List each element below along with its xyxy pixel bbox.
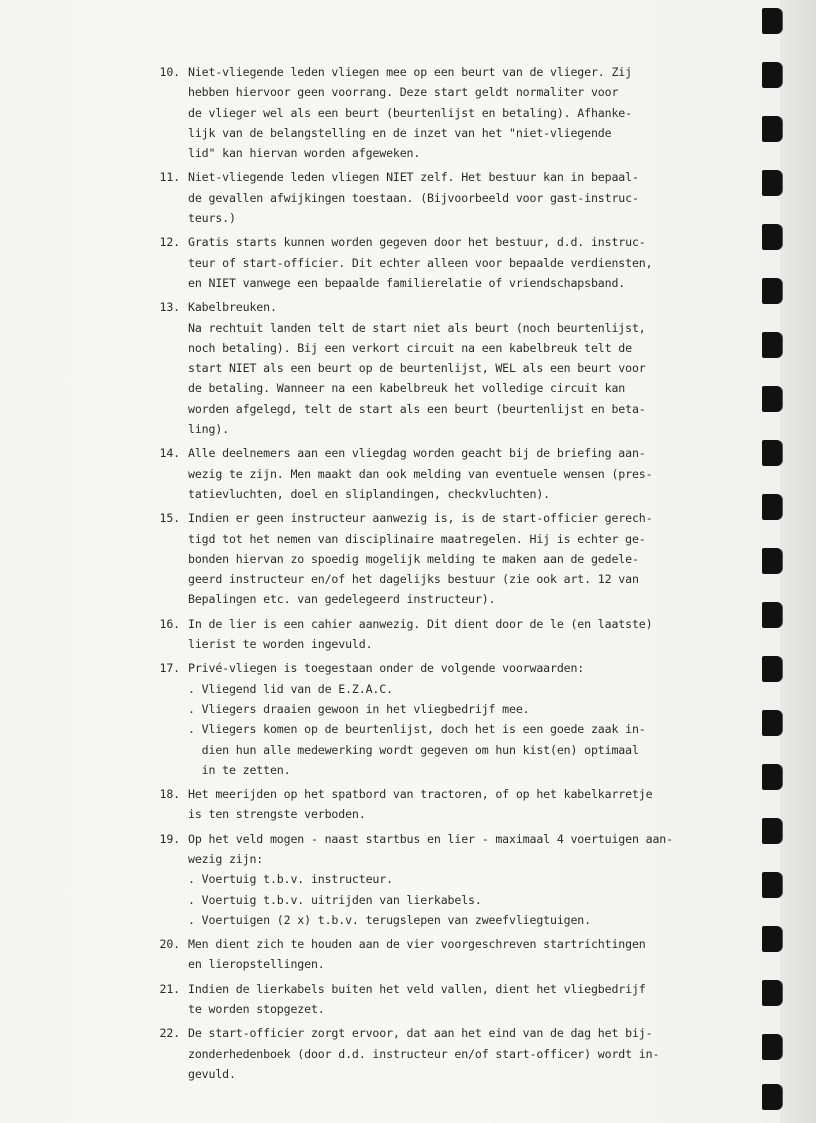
binding-ring <box>762 494 782 520</box>
rule-text <box>188 232 652 293</box>
rule-line: bonden hiervan zo spoedig mogelijk melding te maken aan de gedele- <box>188 551 639 566</box>
rule-line: zonderhedenboek (door d.d. instructeur en/of start-officer) wordt in- <box>188 1046 660 1061</box>
rule-item <box>150 297 646 439</box>
rule-text <box>188 167 639 228</box>
rule-text <box>188 508 652 609</box>
rule-text <box>188 62 632 163</box>
rule-line: Niet-vliegende leden vliegen NIET zelf. Het bestuur kan in bepaal- <box>188 170 639 185</box>
rule-text <box>188 297 646 439</box>
rule-line: Het meerijden op het spatbord van tractoren, of op het kabelkarretje <box>188 787 653 802</box>
rule-line: Bepalingen etc. van gedelegeerd instructeur). <box>188 592 496 607</box>
binding-ring <box>762 980 782 1006</box>
rule-line: tatievluchten, doel en sliplandingen, checkvluchten). <box>188 486 550 501</box>
rule-text <box>188 934 646 975</box>
rule-line: lierist te worden ingevuld. <box>188 637 373 652</box>
rule-line: noch betaling). Bij een verkort circuit na een kabelbreuk telt de <box>188 340 632 355</box>
rule-line: Niet-vliegende leden vliegen mee op een beurt van de vlieger. Zij <box>188 65 632 79</box>
rule-number: 22. <box>159 1026 180 1041</box>
rule-line: teur of start-officier. Dit echter alleen voor bepaalde verdiensten, <box>188 255 653 270</box>
rule-line: Na rechtuit landen telt de start niet als beurt (noch beurtenlijst, <box>188 320 646 335</box>
rule-item <box>150 232 653 293</box>
rule-item <box>150 443 653 504</box>
rule-line: Op het veld mogen - naast startbus en lier - maximaal 4 voertuigen aan- <box>188 831 673 846</box>
binding-ring <box>762 278 782 304</box>
binding-ring <box>762 332 782 358</box>
binding-ring <box>762 656 782 682</box>
rule-number: 16. <box>159 616 180 631</box>
rule-line: en NIET vanwege een bepaalde familierelatie of vriendschapsband. <box>188 275 626 290</box>
rule-text <box>188 1023 659 1084</box>
rule-text <box>188 784 652 825</box>
rule-line: lijk van de belangstelling en de inzet van het "niet-vliegende <box>188 125 612 140</box>
rule-line: Indien de lierkabels buiten het veld vallen, dient het vliegbedrijf <box>188 981 646 996</box>
rule-line: worden afgelegd, telt de start als een beurt (beurtenlijst en beta- <box>188 401 646 416</box>
binding-ring <box>762 764 782 790</box>
rules-list <box>150 62 673 1088</box>
rule-line: . Voertuigen (2 x) t.b.v. terugslepen van zweefvliegtuigen. <box>188 912 591 927</box>
rule-line: Gratis starts kunnen worden gegeven door het bestuur, d.d. instruc- <box>188 235 646 250</box>
rule-number: 11. <box>159 170 180 185</box>
rule-text <box>188 614 652 655</box>
binding-ring <box>762 548 782 574</box>
rule-line: . Voertuig t.b.v. instructeur. <box>188 872 393 887</box>
rule-text <box>188 829 673 930</box>
binding-ring <box>762 170 782 196</box>
rule-line: de gevallen afwijkingen toestaan. (Bijvoorbeeld voor gast-instruc- <box>188 190 639 205</box>
binding-ring <box>762 926 782 952</box>
rule-line: In de lier is een cahier aanwezig. Dit dient door de le (en laatste) <box>188 616 653 631</box>
rule-line: hebben hiervoor geen voorrang. Deze start geldt normaliter voor <box>188 85 619 100</box>
rule-line: . Voertuig t.b.v. uitrijden van lierkabels. <box>188 892 482 907</box>
binding-ring <box>762 8 782 34</box>
rule-line: in te zetten. <box>188 762 291 777</box>
rule-item <box>150 784 653 825</box>
rule-line: Alle deelnemers aan een vliegdag worden geacht bij de briefing aan- <box>188 446 646 461</box>
rule-number: 18. <box>159 787 180 802</box>
rule-number: 15. <box>159 511 180 526</box>
rule-line: te worden stopgezet. <box>188 1002 325 1017</box>
rule-item <box>150 934 646 975</box>
rule-line: en lieropstellingen. <box>188 957 325 972</box>
rule-text <box>188 443 652 504</box>
rule-line: . Vliegend lid van de E.Z.A.C. <box>188 681 393 696</box>
spiral-binding <box>758 0 788 1123</box>
rule-number: 12. <box>159 235 180 250</box>
rule-number: 19. <box>159 831 180 846</box>
binding-ring <box>762 116 782 142</box>
rule-number: 20. <box>159 937 180 952</box>
rule-number: 14. <box>159 446 180 461</box>
rule-line: dien hun alle medewerking wordt gegeven om hun kist(en) optimaal <box>188 742 639 757</box>
rule-line: geerd instructeur en/of het dagelijks bestuur (zie ook art. 12 van <box>188 572 639 587</box>
rule-item <box>150 1023 660 1084</box>
rule-item <box>150 62 630 163</box>
rule-line: teurs.) <box>188 211 236 226</box>
binding-ring <box>762 1034 782 1060</box>
rule-item <box>150 979 646 1020</box>
binding-ring <box>762 62 782 88</box>
binding-ring <box>762 818 782 844</box>
rule-line: De start-officier zorgt ervoor, dat aan het eind van de dag het bij- <box>188 1026 653 1041</box>
rule-line: Indien er geen instructeur aanwezig is, is de start-officier gerech- <box>188 511 653 526</box>
binding-ring <box>762 872 782 898</box>
binding-ring <box>762 710 782 736</box>
rule-line: Kabelbreuken. <box>188 300 277 315</box>
rule-line: Men dient zich te houden aan de vier voorgeschreven startrichtingen <box>188 937 646 952</box>
binding-ring <box>762 602 782 628</box>
binding-ring <box>762 224 782 250</box>
rule-line: wezig te zijn. Men maakt dan ook melding van eventuele wensen (pres- <box>188 466 653 481</box>
rule-line: . Vliegers draaien gewoon in het vliegbedrijf mee. <box>188 701 530 716</box>
binding-ring <box>762 1084 782 1110</box>
rule-number: 13. <box>159 300 180 315</box>
rule-line: de betaling. Wanneer na een kabelbreuk het volledige circuit kan <box>188 381 626 396</box>
rule-number: 17. <box>159 661 180 676</box>
rule-line: lid" kan hiervan worden afgeweken. <box>188 146 421 161</box>
rule-item <box>150 508 653 609</box>
rule-item <box>150 167 639 228</box>
rule-item <box>150 658 646 780</box>
rule-line: . Vliegers komen op de beurtenlijst, doch het is een goede zaak in- <box>188 722 646 737</box>
rule-number: 21. <box>159 981 180 996</box>
rule-item <box>150 829 673 930</box>
rule-line: start NIET als een beurt op de beurtenlijst, WEL als een beurt voor <box>188 361 646 376</box>
rule-line: ling). <box>188 422 229 437</box>
rule-line: wezig zijn: <box>188 851 264 866</box>
rule-line: Privé-vliegen is toegestaan onder de volgende voorwaarden: <box>188 661 585 676</box>
rule-line: tigd tot het nemen van disciplinaire maatregelen. Hij is echter ge- <box>188 531 646 546</box>
rule-item <box>150 614 653 655</box>
rule-line: is ten strengste verboden. <box>188 807 366 822</box>
rule-text <box>188 658 646 780</box>
binding-ring <box>762 386 782 412</box>
rule-line: de vlieger wel als een beurt (beurtenlijst en betaling). Afhanke- <box>188 105 632 120</box>
rule-text <box>188 979 646 1020</box>
rule-line: gevuld. <box>188 1066 236 1081</box>
rule-number: 10. <box>159 65 180 79</box>
binding-ring <box>762 440 782 466</box>
